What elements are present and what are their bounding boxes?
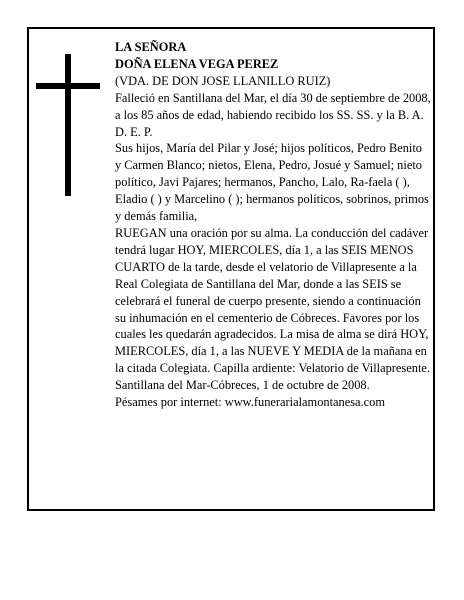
deceased-name: DOÑA ELENA VEGA PEREZ [115,56,279,71]
obituary-text [115,39,431,411]
title-line-1: LA SEÑORA [115,40,187,54]
condolences-line: Pésames por internet: www.funerarialamontanesa.com [115,395,385,410]
place-date: Santillana del Mar-Cóbreces, 1 de octubre de 2008. [115,378,370,393]
death-paragraph: Falleció en Santillana del Mar, el día 30 de septiembre de 2008, a los 85 años de edad, habiendo recibido los SS. SS. y la B. A. [115,90,431,122]
request-paragraph: RUEGAN una oración por su alma. La conducción del cadáver tendrá lugar HOY, MIERCOLES, día 1, a las SEIS MENOS CUARTO de la tarde, desde el velatorio de Villapresente a la Real Colegiata de Santillana del Mar, donde a las SEIS se celebrará el funeral de cuerpo presente, siendo a continuación su inhumación en el cementerio de Cóbreces. Favores por los cuales les quedarán agradecidos. La misa de alma se dirá HOY, MIERCOLES, día 1, a las NUEVE Y MEDIA de la mañana en la citada Colegiata. Capilla ardiente: Velatorio de Villapresente. [115,225,430,376]
rip-line: D. E. P. [115,124,153,139]
cross-horizontal-bar [36,83,100,89]
widow-of: (VDA. DE DON JOSE LLANILLO RUIZ) [115,73,331,88]
family-paragraph: Sus hijos, María del Pilar y José; hijos políticos, Pedro Benito y Carmen Blanco; nietos, Elena, Pedro, Josué y Samuel; nieto político, Javi Pajares; hermanos, Pancho, Lalo, Ra-faela ( ), Eladio ( ) y Marcelino ( ); hermanos políticos, sobrinos, primos y demás familia, [115,141,429,224]
cross-vertical-bar [65,54,71,196]
cross-icon [36,54,100,196]
